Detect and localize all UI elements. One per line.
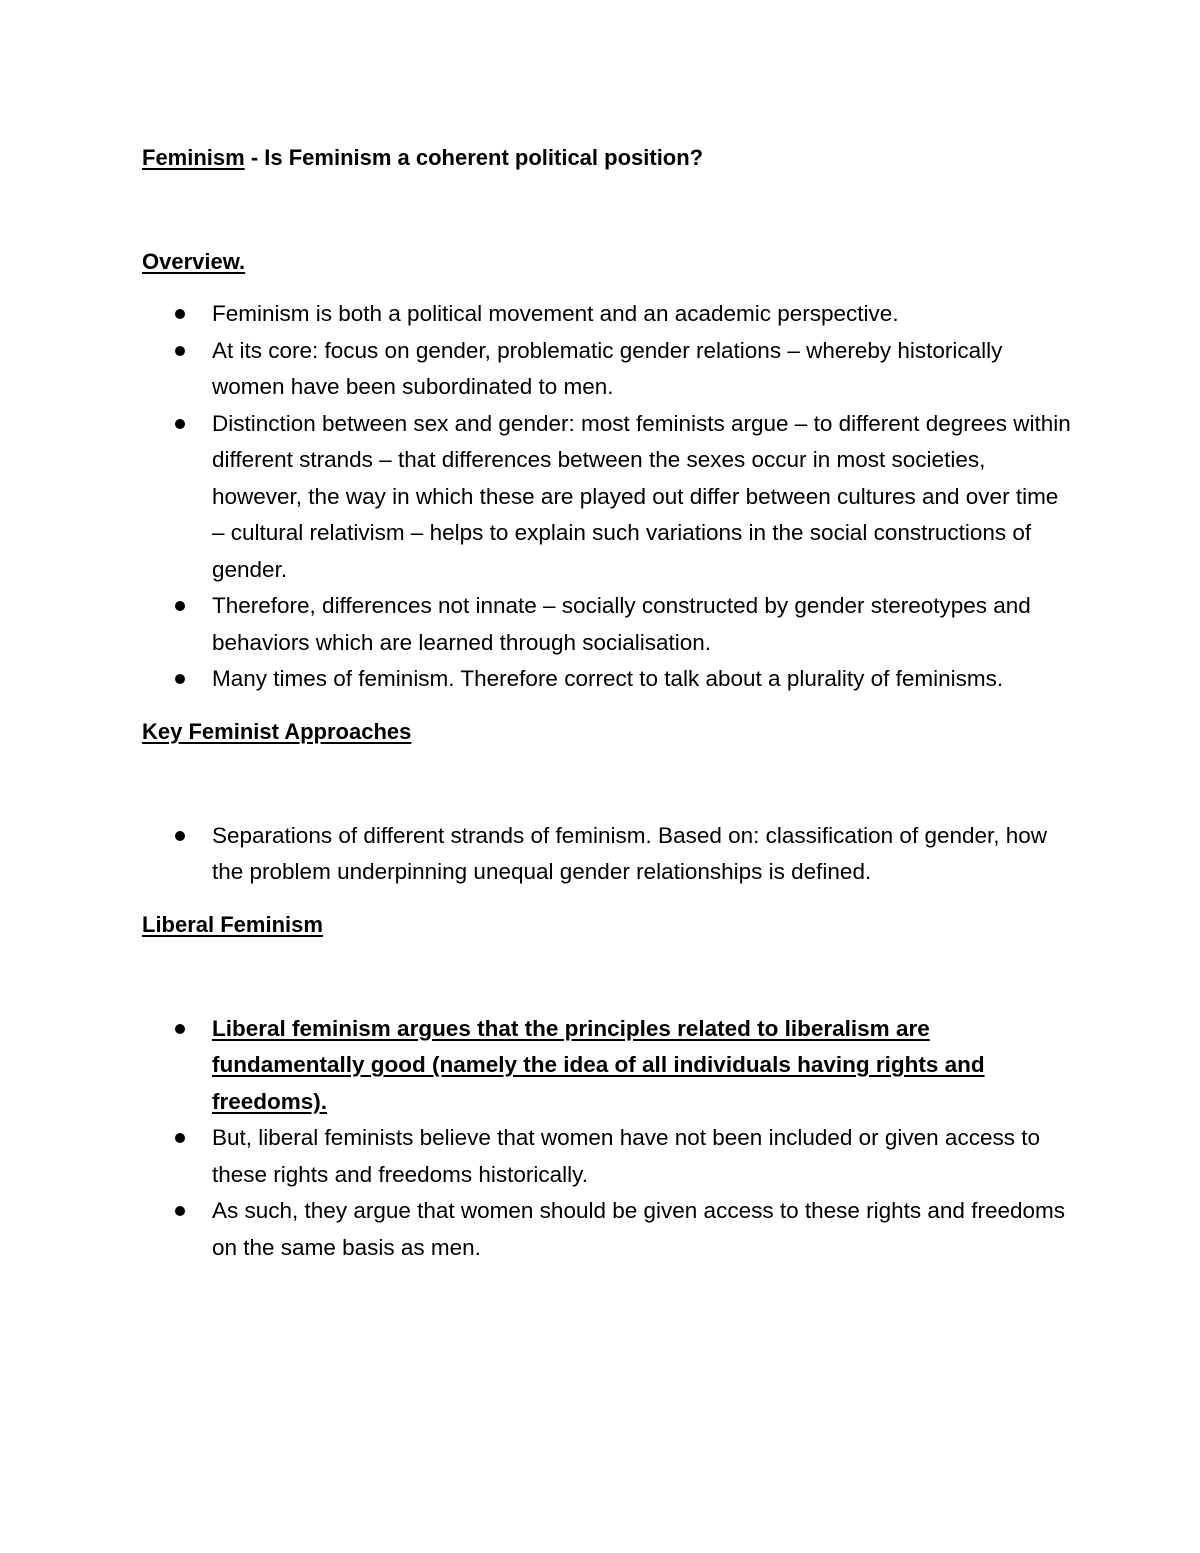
list-item (142, 296, 1072, 333)
overview-list (142, 296, 1072, 698)
liberal-list (142, 1011, 1072, 1267)
title-question: Is Feminism a coherent political position? (264, 145, 704, 170)
list-item-text: As such, they argue that women should be given access to these rights and freedoms on the same basis as men. (212, 1198, 1065, 1260)
bullet-icon (175, 1206, 185, 1216)
list-item (142, 661, 1072, 698)
list-item-text: Many times of feminism. Therefore correct to talk about a plurality of feminisms. (212, 666, 1004, 691)
list-item (142, 1011, 1072, 1121)
liberal-heading: Liberal Feminism (142, 911, 323, 937)
list-item (142, 406, 1072, 589)
page-title (142, 140, 1072, 176)
approaches-heading: Key Feminist Approaches (142, 718, 412, 744)
bullet-icon (175, 831, 185, 841)
approaches-list (142, 818, 1072, 891)
bullet-icon (175, 1133, 185, 1143)
bullet-icon (175, 674, 185, 684)
list-item-text: Therefore, differences not innate – socially constructed by gender stereotypes and behaviors which are learned through socialisation. (212, 593, 1031, 655)
bullet-icon (175, 601, 185, 611)
list-item (142, 333, 1072, 406)
bullet-icon (175, 309, 185, 319)
overview-heading: Overview. (142, 249, 246, 274)
list-item (142, 1193, 1072, 1266)
list-item-text: At its core: focus on gender, problematic gender relations – whereby historically women have been subordinated to men. (212, 337, 1003, 399)
title-topic: Feminism (142, 145, 245, 170)
list-item (142, 588, 1072, 661)
list-item (142, 1120, 1072, 1193)
bullet-icon (175, 419, 185, 429)
list-item-text: Liberal feminism argues that the principles related to liberalism are fundamentally good (namely the idea of all individuals having rights and freedoms). (212, 1015, 985, 1114)
title-separator: - (244, 145, 265, 170)
list-item-text: Distinction between sex and gender: most feminists argue – to different degrees within different strands – that differences between the sexes occur in most societies, however, the way in which these are played out differ between cultures and over time – cultural relativism – helps to explain such variations in the social constructions of gender. (212, 410, 1071, 582)
list-item-text: Separations of different strands of feminism. Based on: classification of gender, how the problem underpinning unequal gender relationships is defined. (212, 822, 1048, 884)
list-item-text: Feminism is both a political movement and an academic perspective. (212, 301, 899, 326)
list-item (142, 818, 1072, 891)
bullet-icon (175, 1024, 185, 1034)
bullet-icon (175, 346, 185, 356)
document-content (142, 140, 1072, 1266)
list-item-text: But, liberal feminists believe that women have not been included or given access to these rights and freedoms historically. (212, 1125, 1040, 1187)
